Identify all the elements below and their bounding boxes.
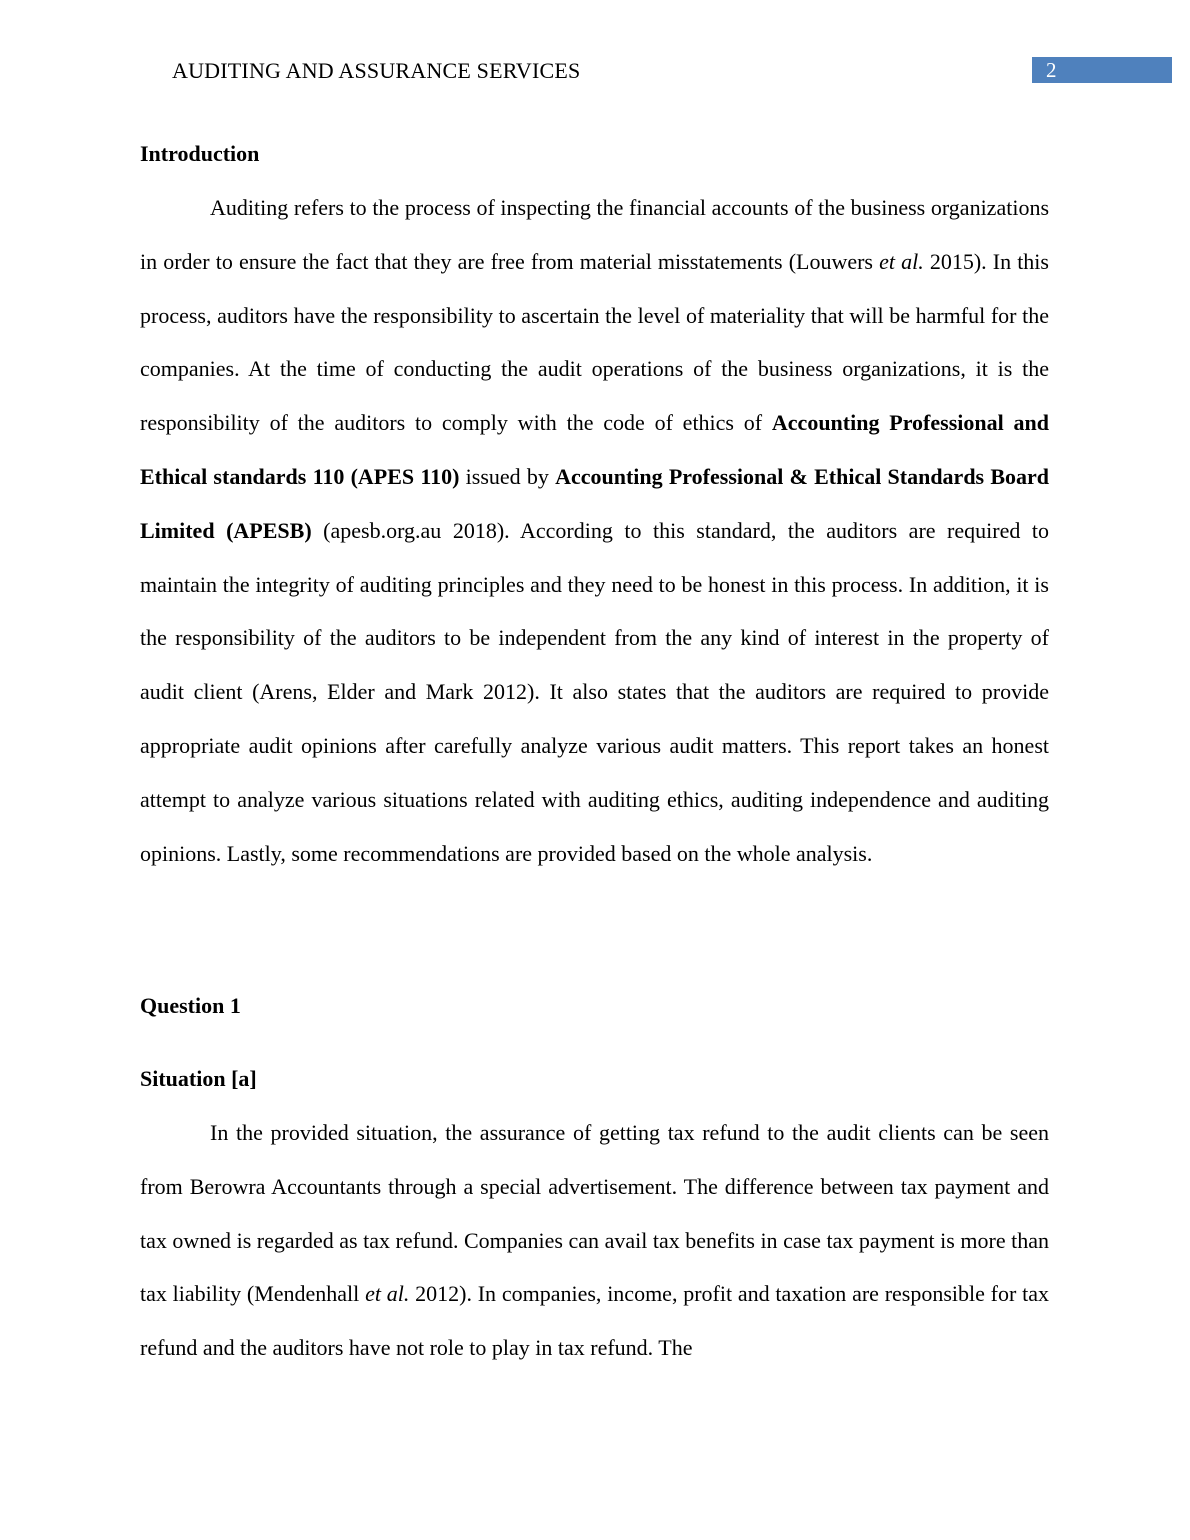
apes-110-standard: Accounting Professional and Ethical standards 110 (APES 110) — [140, 410, 1049, 489]
introduction-body — [140, 181, 1049, 880]
situation-a-paragraph — [140, 1106, 1049, 1375]
situation-a-body — [140, 1106, 1049, 1375]
page-number: 2 — [1046, 58, 1057, 82]
text-run: 2012). In companies, income, profit and taxation are responsible for tax refund and the auditors have not role to play in tax refund. The — [140, 1281, 1049, 1361]
text-run: Auditing refers to the process of inspecting the financial accounts of the business organizations in order to ensure the fact that they are free from material misstatements (Louwers — [140, 195, 1049, 274]
running-head-title: AUDITING AND ASSURANCE SERVICES — [172, 58, 581, 83]
citation-et-al: et al. — [365, 1281, 410, 1307]
text-run: issued by — [459, 463, 556, 489]
citation-et-al: et al. — [879, 248, 924, 274]
introduction-heading: Introduction — [140, 141, 260, 166]
apesb-board: Accounting Professional & Ethical Standards Board Limited (APESB) — [140, 463, 1050, 543]
question-1-heading: Question 1 — [140, 993, 241, 1018]
introduction-paragraph — [140, 181, 1049, 880]
page-number-box — [1032, 57, 1172, 83]
text-run: (apesb.org.au 2018). According to this standard, the auditors are required to maintain the integrity of auditing principles and they need to be honest in this process. In addition, it is the responsibility of the auditors to be independent from the any kind of interest in the property of audit client (Arens, Elder and Mark 2012). It also states that the auditors are required to provide appropriate audit opinions after carefully analyze various audit matters. This report takes an honest attempt to analyze various situations related with auditing ethics, auditing independence and auditing opinions. Lastly, some recommendations are provided based on the whole analysis. — [140, 517, 1049, 866]
text-run: In the provided situation, the assurance of getting tax refund to the audit clients can be seen from Berowra Accountants through a special advertisement. The difference between tax payment and tax owned is regarded as tax refund. Companies can avail tax benefits in case tax payment is more than tax liability (Mendenhall — [140, 1120, 1049, 1307]
text-run: 2015). In this process, auditors have the responsibility to ascertain the level of materiality that will be harmful for the companies. At the time of conducting the audit operations of the business organizations, it is the responsibility of the auditors to comply with the code of ethics of — [140, 248, 1049, 436]
situation-a-heading: Situation [a] — [140, 1066, 257, 1091]
